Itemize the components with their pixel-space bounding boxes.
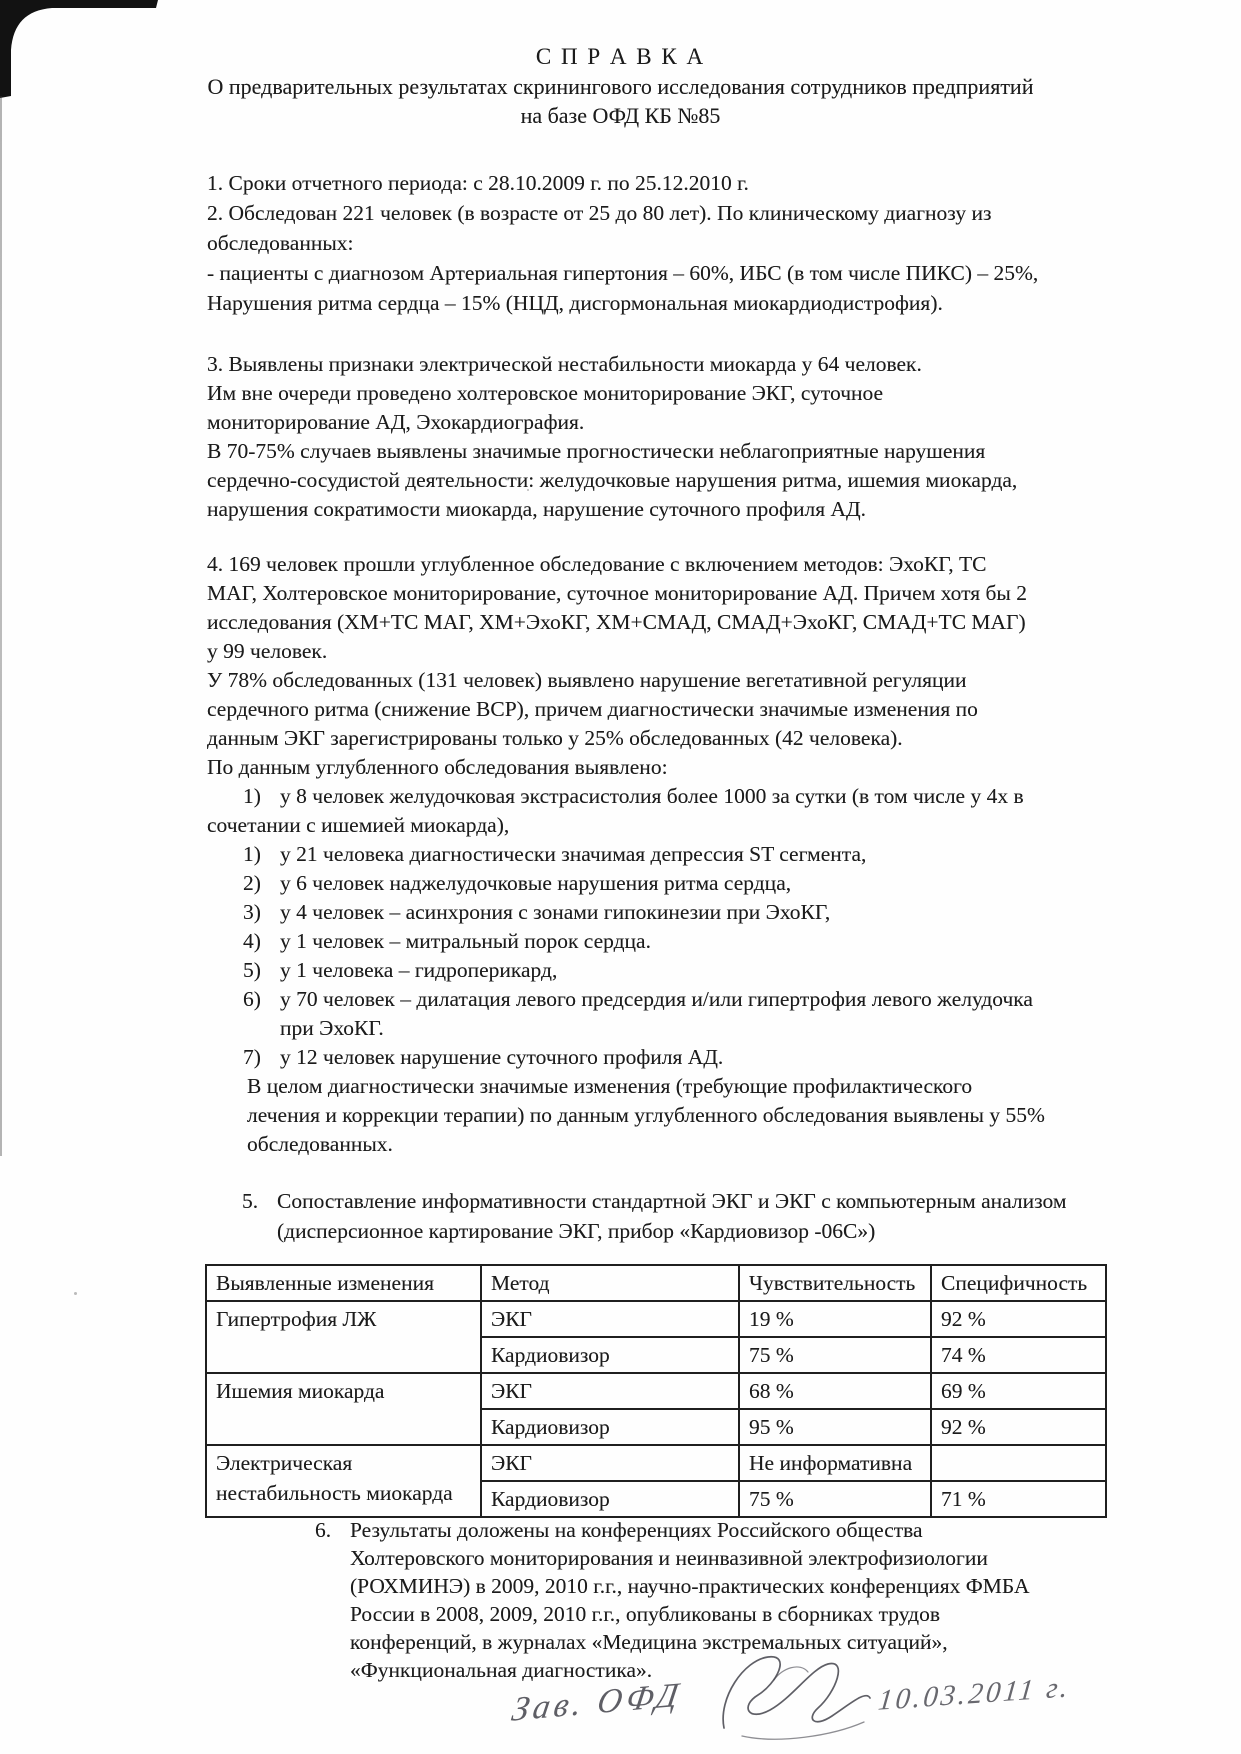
- table-header-cell: Выявленные изменения: [206, 1265, 481, 1301]
- list-item: [207, 840, 1121, 869]
- table-cell: 75 %: [739, 1337, 931, 1373]
- list-text: у 21 человека диагностически значимая депрессия ST сегмента,: [280, 842, 867, 866]
- list-item: [207, 956, 1121, 985]
- table-cell: ЭКГ: [481, 1373, 739, 1409]
- document-subtitle-line-1: О предварительных результатах скринингового исследования сотрудников предприятий: [207, 74, 1034, 99]
- paragraph-line: исследования (ХМ+ТС МАГ, ХМ+ЭхоКГ, ХМ+СМАД, СМАД+ЭхоКГ, СМАД+ТС МАГ): [207, 610, 1026, 634]
- list-item: [207, 985, 1121, 1014]
- list-text: у 1 человека – гидроперикард,: [280, 958, 558, 982]
- table-header-cell: Метод: [481, 1265, 739, 1301]
- group-label-cell: Электрическая нестабильность миокарда: [206, 1445, 481, 1517]
- paragraph-line: России в 2008, 2009, 2010 г.г., опубликованы в сборниках трудов: [350, 1602, 941, 1626]
- summary-line: обследованных.: [247, 1132, 393, 1156]
- paragraph-line: мониторирование АД, Эхокардиография.: [207, 410, 585, 434]
- summary-line: В целом диагностически значимые изменения (требующие профилактического: [247, 1074, 973, 1098]
- paragraph-line: 1. Сроки отчетного периода: с 28.10.2009 г. по 25.12.2010 г.: [207, 171, 749, 195]
- paragraph-line: В 70-75% случаев выявлены значимые прогностически неблагоприятные нарушения: [207, 439, 986, 463]
- list-text: у 6 человек наджелудочковые нарушения ритма сердца,: [280, 871, 792, 895]
- signature-role-handwriting: Зав. ОФД: [509, 1676, 685, 1729]
- section-4: [207, 550, 1121, 782]
- table-cell: 95 %: [739, 1409, 931, 1445]
- paragraph-line: «Функциональная диагностика».: [350, 1658, 653, 1682]
- table-header-cell: Чувствительность: [739, 1265, 931, 1301]
- list-text: у 70 человек – дилатация левого предсердия и/или гипертрофия левого желудочка: [280, 987, 1033, 1011]
- list-item: [207, 898, 1121, 927]
- list-item-continuation: сочетании с ишемией миокарда),: [207, 813, 510, 837]
- table-cell: 68 %: [739, 1373, 931, 1409]
- table-cell: Кардиовизор: [481, 1481, 739, 1517]
- list-number: 7): [243, 1045, 261, 1069]
- table-cell: 71 %: [931, 1481, 1106, 1517]
- list-item: [207, 869, 1121, 898]
- signature-date-handwriting: 10.03.2011 г.: [876, 1671, 1073, 1717]
- table-cell: [931, 1445, 1106, 1481]
- summary-line: лечения и коррекции терапии) по данным углубленного обследования выявлены у 55%: [247, 1103, 1045, 1127]
- paragraph-line: МАГ, Холтеровское мониторирование, суточное мониторирование АД. Причем хотя бы 2: [207, 581, 1027, 605]
- section-5: [242, 1186, 1121, 1246]
- paragraph-line: Им вне очереди проведено холтеровское мониторирование ЭКГ, суточное: [207, 381, 884, 405]
- list-number: 4): [243, 929, 261, 953]
- group-label-cell: Гипертрофия ЛЖ: [206, 1301, 481, 1373]
- paragraph-line: обследованных:: [207, 231, 354, 255]
- section-1-2: [207, 168, 1121, 318]
- paragraph-line: [242, 1186, 1121, 1216]
- paragraph-line: Холтеровского мониторирования и неинвазивной электрофизиологии: [350, 1546, 988, 1570]
- table-cell: ЭКГ: [481, 1445, 739, 1481]
- list-text: у 1 человек – митральный порок сердца.: [280, 929, 651, 953]
- paragraph-line: У 78% обследованных (131 человек) выявлено нарушение вегетативной регуляции: [207, 668, 967, 692]
- paragraph-line: нарушения сократимости миокарда, нарушение суточного профиля АД.: [207, 497, 867, 521]
- list-item: [207, 1043, 1121, 1072]
- paragraph-line: 2. Обследован 221 человек (в возрасте от 25 до 80 лет). По клиническому диагнозу из: [207, 201, 992, 225]
- section-3: [207, 350, 1121, 524]
- list-text: у 4 человек – асинхрония с зонами гипокинезии при ЭхоКГ,: [280, 900, 831, 924]
- table-cell: Кардиовизор: [481, 1409, 739, 1445]
- document-header: [0, 42, 1241, 130]
- paragraph-line: (дисперсионное картирование ЭКГ, прибор «Кардиовизор -06С»): [277, 1219, 876, 1243]
- list-number: 1): [243, 784, 261, 808]
- list-number: 1): [243, 842, 261, 866]
- table-cell: Не информативна: [739, 1445, 931, 1481]
- list-number: 3): [243, 900, 261, 924]
- paragraph-line: 3. Выявлены признаки электрической нестабильности миокарда у 64 человек.: [207, 352, 922, 376]
- paragraph-text: Результаты доложены на конференциях Российского общества: [350, 1518, 923, 1542]
- paragraph-text: Сопоставление информативности стандартной ЭКГ и ЭКГ с компьютерным анализом: [277, 1189, 1067, 1213]
- list-item-continuation: при ЭхоКГ.: [280, 1016, 384, 1040]
- results-table: [205, 1264, 1107, 1518]
- paragraph-line: данным ЭКГ зарегистрированы только у 25% обследованных (42 человека).: [207, 726, 903, 750]
- table-cell: 74 %: [931, 1337, 1106, 1373]
- paragraph-line: сердечно-сосудистой деятельности: желудочковые нарушения ритма, ишемия миокарда,: [207, 468, 1018, 492]
- table-cell: Кардиовизор: [481, 1337, 739, 1373]
- list-item: [207, 782, 1121, 811]
- findings-list: [207, 782, 1121, 1159]
- signature-autograph: [716, 1650, 876, 1754]
- list-number: 6): [243, 987, 261, 1011]
- paragraph-line: [315, 1516, 1121, 1544]
- table-cell: 92 %: [931, 1409, 1106, 1445]
- table-header-row: [206, 1265, 1106, 1301]
- list-text: у 8 человек желудочковая экстрасистолия более 1000 за сутки (в том числе у 4х в: [280, 784, 1024, 808]
- section-number: 6.: [315, 1518, 332, 1542]
- scan-edge-line: [0, 96, 2, 1156]
- paragraph-line: По данным углубленного обследования выявлено:: [207, 755, 668, 779]
- section-number: 5.: [242, 1189, 259, 1213]
- comparison-table-wrap: [205, 1264, 1107, 1518]
- table-cell: 92 %: [931, 1301, 1106, 1337]
- scan-speck: [74, 1292, 77, 1295]
- document-subtitle-line-2: на базе ОФД КБ №85: [520, 103, 721, 128]
- document-title: С П Р А В К А: [535, 44, 706, 69]
- list-number: 5): [243, 958, 261, 982]
- paragraph-line: (РОХМИНЭ) в 2009, 2010 г.г., научно-практических конференциях ФМБА: [350, 1574, 1030, 1598]
- table-cell: 69 %: [931, 1373, 1106, 1409]
- table-cell: 75 %: [739, 1481, 931, 1517]
- table-row: [206, 1301, 1106, 1337]
- list-item: [207, 927, 1121, 956]
- list-number: 2): [243, 871, 261, 895]
- paragraph-line: 4. 169 человек прошли углубленное обследование с включением методов: ЭхоКГ, ТС: [207, 552, 987, 576]
- table-header-cell: Специфичность: [931, 1265, 1106, 1301]
- table-row: [206, 1373, 1106, 1409]
- table-cell: 19 %: [739, 1301, 931, 1337]
- paragraph-line: у 99 человек.: [207, 639, 328, 663]
- paragraph-line: сердечного ритма (снижение ВСР), причем диагностически значимые изменения по: [207, 697, 978, 721]
- paragraph-line: конференций, в журналах «Медицина экстремальных ситуаций»,: [350, 1630, 948, 1654]
- table-row: [206, 1445, 1106, 1481]
- list-text: у 12 человек нарушение суточного профиля АД.: [280, 1045, 724, 1069]
- table-cell: ЭКГ: [481, 1301, 739, 1337]
- paragraph-line: Нарушения ритма сердца – 15% (НЦД, дисгормональная миокардиодистрофия).: [207, 291, 943, 315]
- group-label-cell: Ишемия миокарда: [206, 1373, 481, 1445]
- paragraph-line: - пациенты с диагнозом Артериальная гипертония – 60%, ИБС (в том числе ПИКС) – 25%,: [207, 261, 1039, 285]
